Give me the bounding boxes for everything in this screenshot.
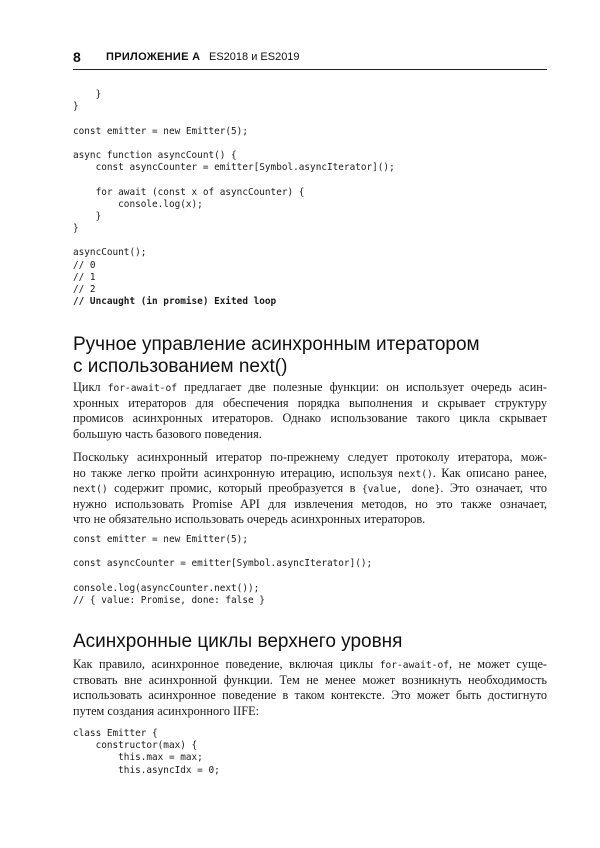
code-line <box>73 174 395 186</box>
text-line <box>73 380 547 396</box>
text: . Это означает, что <box>440 481 547 496</box>
heading-line: Асинхронные циклы верхнего уровня <box>73 631 403 652</box>
code-line <box>73 546 372 558</box>
text-line: использовать асинхронное поведение в таком контексте. Это может быть достигнуто <box>73 688 547 703</box>
page-number: 8 <box>73 49 81 65</box>
code-line: } <box>73 101 79 113</box>
code-line: const emitter = new Emitter(5); <box>73 125 248 137</box>
code-line: } <box>73 210 102 222</box>
inline-code: {value, done} <box>361 484 441 496</box>
text-line: хронных итераторов для обеспечения порядка выполнения и скрывает структуру <box>73 395 547 410</box>
text: Цикл <box>73 380 108 394</box>
text-line <box>73 466 547 482</box>
inline-code: for-await-of <box>379 660 450 671</box>
code-line: for await (const x of asyncCounter) { <box>73 186 305 198</box>
page-header <box>73 47 547 70</box>
chapter-label: ПРИЛОЖЕНИЕ А <box>106 51 201 63</box>
code-line: asyncCount(); <box>73 247 147 259</box>
code-line: // 0 <box>73 259 96 271</box>
text-line: большую часть базового поведения. <box>73 426 262 441</box>
text-line: что не обязательно использовать очередь асинхронных итераторов. <box>73 512 426 527</box>
inline-code: next() <box>398 468 433 480</box>
text: Как правило, асинхронное поведение, включая циклы <box>73 657 380 671</box>
code-line <box>73 138 395 150</box>
text-line <box>73 657 547 673</box>
code-line: const asyncCounter = emitter[Symbol.asyncIterator](); <box>73 558 373 570</box>
code-line: const asyncCounter = emitter[Symbol.asyncIterator](); <box>73 162 395 174</box>
code-line: // { value: Promise, done: false } <box>73 594 265 606</box>
text-line: промисов асинхронных итераторов. Однако использование такого цикла скрывает <box>73 411 547 426</box>
code-line: const emitter = new Emitter(5); <box>73 534 248 545</box>
code-line: this.asyncIdx = 0; <box>73 764 220 776</box>
text: содержит промис, который преобразуется в <box>107 481 362 496</box>
code-line: } <box>73 223 79 235</box>
code-line: console.log(asyncCounter.next()); <box>73 582 260 594</box>
section-heading-top-level-async-loops <box>73 631 547 653</box>
code-line: // Uncaught (in promise) Exited loop <box>73 296 277 308</box>
section-heading-manual-async-iterator <box>73 334 547 378</box>
code-line: this.max = max; <box>73 752 203 764</box>
paragraph <box>73 450 547 528</box>
code-line <box>73 235 395 247</box>
code-line <box>73 571 372 583</box>
text-line: нужно использовать Promise API для извлечения методов, но это также означает, <box>73 496 547 511</box>
code-block-3 <box>73 728 220 777</box>
text-line: ствовать вне асинхронной функции. Тем не менее может возникнуть необходимость <box>73 672 547 687</box>
code-line: constructor(max) { <box>73 740 198 752</box>
paragraph <box>73 380 547 442</box>
code-line: class Emitter { <box>73 728 158 739</box>
code-block-2 <box>73 534 372 607</box>
chapter-subtitle: ES2018 и ES2019 <box>209 51 300 63</box>
text-line: Поскольку асинхронный итератор по-прежнему следует протоколу итератора, мож- <box>73 450 547 464</box>
text-line: путем создания асинхронного IIFE: <box>73 703 260 718</box>
text: предлагает две полезные функции: он использует очередь асин- <box>177 380 547 394</box>
paragraph <box>73 657 547 719</box>
heading-line: Ручное управление асинхронным итератором <box>73 334 480 355</box>
inline-code: for-await-of <box>107 383 177 394</box>
code-line: } <box>73 89 102 100</box>
code-line: console.log(x); <box>73 198 203 210</box>
text-line <box>73 481 547 497</box>
inline-code: next() <box>73 484 108 496</box>
text: но также легко пройти асинхронную итерацию, используя <box>73 465 399 480</box>
text: , не может суще- <box>449 657 547 671</box>
code-line: // 1 <box>73 271 96 283</box>
heading-line: с использованием next() <box>73 356 288 377</box>
code-line: // 2 <box>73 284 96 295</box>
code-block-1 <box>73 89 395 308</box>
code-line: async function asyncCount() { <box>73 149 237 161</box>
code-line <box>73 113 395 125</box>
text: . Как описано ранее, <box>432 465 547 480</box>
